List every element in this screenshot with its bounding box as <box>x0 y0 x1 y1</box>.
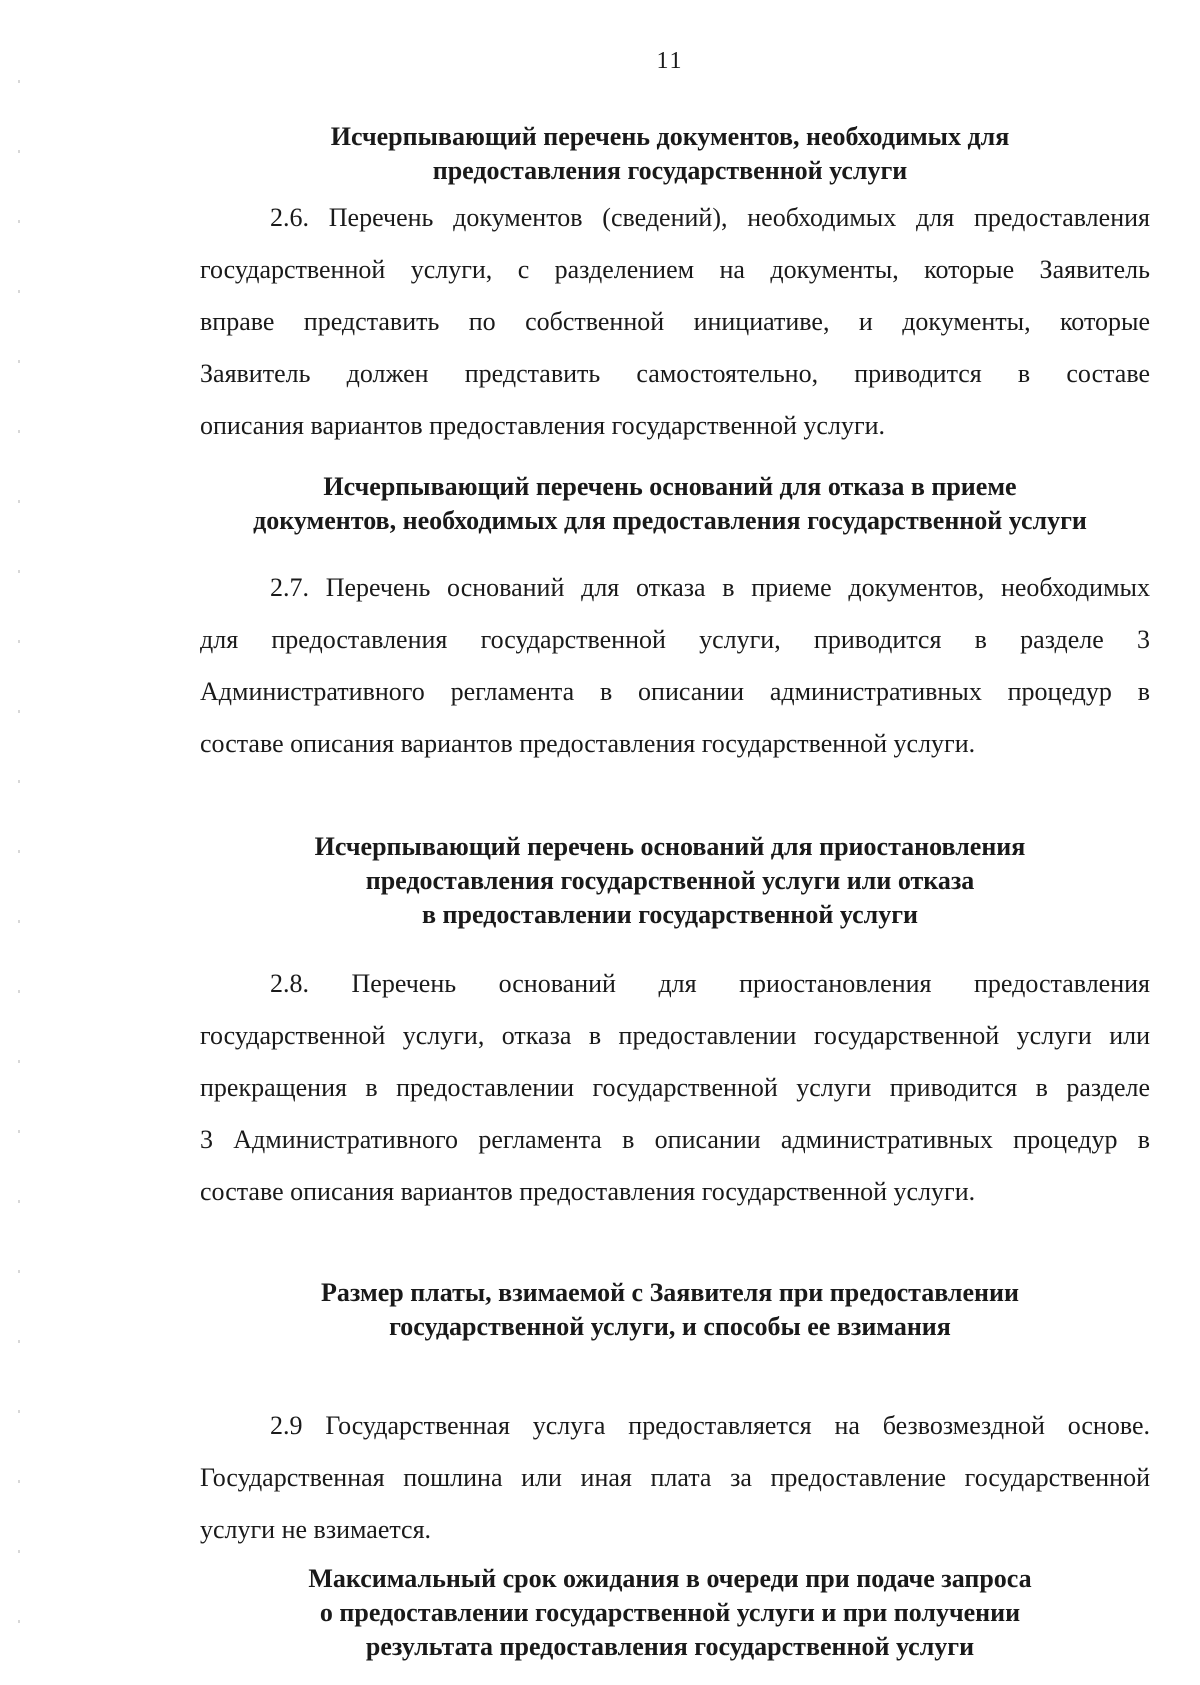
paragraph-2-7 <box>200 562 1150 770</box>
paragraph-line: составе описания вариантов предоставления государственной услуги. <box>200 729 976 758</box>
heading-line: Размер платы, взимаемой с Заявителя при предоставлении <box>321 1278 1019 1307</box>
paragraph-line: государственной услуги, отказа в предоставлении государственной услуги или <box>200 1021 1150 1050</box>
paragraph-2-6 <box>200 192 1150 452</box>
heading-line: Исчерпывающий перечень оснований для отказа в приеме <box>323 472 1017 501</box>
heading-line: предоставления государственной услуги <box>432 156 908 185</box>
paragraph-line: прекращения в предоставлении государственной услуги приводится в разделе <box>200 1073 1150 1102</box>
heading-line: результата предоставления государственной услуги <box>365 1632 975 1661</box>
paragraph-line: 2.9 Государственная услуга предоставляется на безвозмездной основе. <box>270 1411 1150 1440</box>
heading-fee <box>190 1276 1150 1344</box>
paragraph-line: Административного регламента в описании административных процедур в <box>200 677 1150 706</box>
heading-line: о предоставлении государственной услуги и при получении <box>319 1598 1021 1627</box>
paragraph-line: Государственная пошлина или иная плата за предоставление государственной <box>200 1463 1150 1492</box>
paragraph-line: вправе представить по собственной инициативе, и документы, которые <box>200 307 1150 336</box>
heading-line: Исчерпывающий перечень документов, необходимых для <box>330 122 1010 151</box>
paragraph-line: государственной услуги, с разделением на документы, которые Заявитель <box>200 255 1150 284</box>
heading-line: Максимальный срок ожидания в очереди при подаче запроса <box>308 1564 1032 1593</box>
heading-refusal-grounds <box>190 470 1150 538</box>
paragraph-line: 3 Административного регламента в описании административных процедур в <box>200 1125 1150 1154</box>
paragraph-line: услуги не взимается. <box>200 1515 432 1544</box>
heading-line: документов, необходимых для предоставления государственной услуги <box>253 506 1087 535</box>
heading-line: Исчерпывающий перечень оснований для приостановления <box>314 832 1026 861</box>
heading-waiting-time <box>190 1562 1150 1664</box>
paragraph-line: 2.8. Перечень оснований для приостановления предоставления <box>270 969 1150 998</box>
heading-suspension-grounds <box>190 830 1150 932</box>
paragraph-line: Заявитель должен представить самостоятельно, приводится в составе <box>200 359 1150 388</box>
scan-edge-marks <box>18 80 20 1640</box>
page-number: 11 <box>656 48 684 74</box>
paragraph-2-8 <box>200 958 1150 1218</box>
paragraph-line: составе описания вариантов предоставления государственной услуги. <box>200 1177 976 1206</box>
paragraph-line: описания вариантов предоставления государственной услуги. <box>200 411 886 440</box>
paragraph-2-9 <box>200 1400 1150 1556</box>
heading-line: государственной услуги, и способы ее взимания <box>389 1312 951 1341</box>
heading-documents-list <box>190 120 1150 188</box>
paragraph-line: для предоставления государственной услуги, приводится в разделе 3 <box>200 625 1150 654</box>
paragraph-line: 2.7. Перечень оснований для отказа в приеме документов, необходимых <box>270 573 1150 602</box>
heading-line: предоставления государственной услуги или отказа <box>365 866 975 895</box>
heading-line: в предоставлении государственной услуги <box>421 900 918 929</box>
paragraph-line: 2.6. Перечень документов (сведений), необходимых для предоставления <box>270 203 1150 232</box>
